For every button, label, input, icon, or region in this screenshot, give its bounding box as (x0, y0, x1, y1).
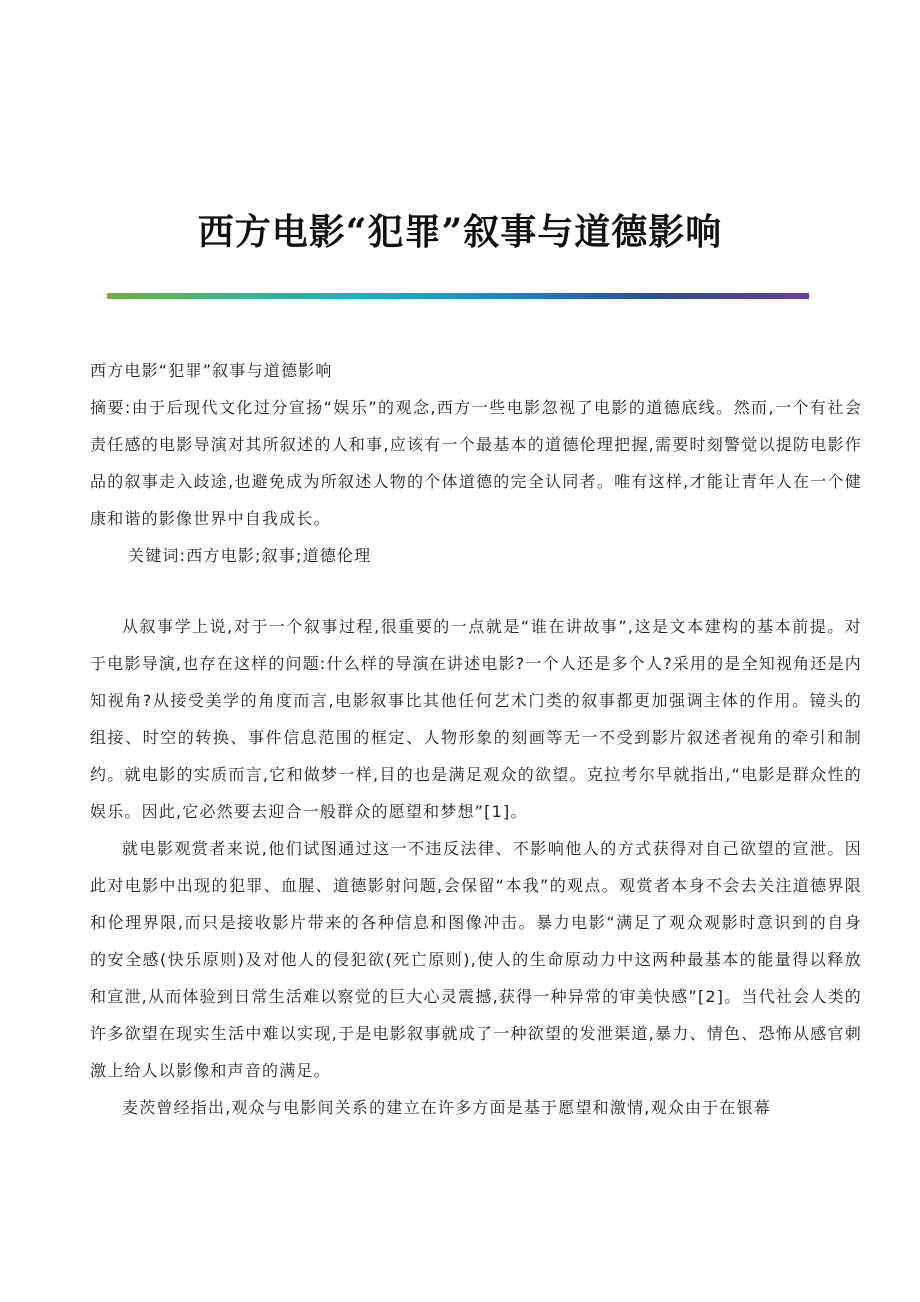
document-body (90, 352, 862, 1126)
gradient-divider (107, 293, 809, 299)
keywords-line: 关键词:西方电影;叙事;道德伦理 (128, 546, 372, 565)
abstract-paragraph: 摘要:由于后现代文化过分宣扬“娱乐”的观念,西方一些电影忽视了电影的道德底线。然而,一个有社会责任感的电影导演对其所叙述的人和事,应该有一个最基本的道德伦理把握,需要时刻警觉以提防电影作品的叙事走入歧途,也避免成为所叙述人物的个体道德的完全认同者。唯有这样,才能让青年人在一个健康和谐的影像世界中自我成长。 (90, 398, 862, 528)
document-subtitle: 西方电影“犯罪”叙事与道德影响 (90, 361, 333, 380)
section-spacer (90, 574, 862, 608)
page-title: 西方电影“犯罪”叙事与道德影响 (197, 211, 723, 254)
body-paragraph: 就电影观赏者来说,他们试图通过这一不违反法律、不影响他人的方式获得对自己欲望的宣泄。因此对电影中出现的犯罪、血腥、道德影射问题,会保留“本我”的观点。观赏者本身不会去关注道德界限和伦理界限,而只是接收影片带来的各种信息和图像冲击。暴力电影“满足了观众观影时意识到的自身的安全感(快乐原则)及对他人的侵犯欲(死亡原则),使人的生命原动力中这两种最基本的能量得以释放和宣泄,从而体验到日常生活难以察觉的巨大心灵震撼,获得一种异常的审美快感”[2]。当代社会人类的许多欲望在现实生活中难以实现,于是电影叙事就成了一种欲望的发泄渠道,暴力、情色、恐怖从感官刺激上给人以影像和声音的满足。 (90, 839, 862, 1080)
body-paragraph: 麦茨曾经指出,观众与电影间关系的建立在许多方面是基于愿望和激情,观众由于在银幕 (122, 1098, 771, 1117)
body-paragraph: 从叙事学上说,对于一个叙事过程,很重要的一点就是“谁在讲故事”,这是文本建构的基本前提。对于电影导演,也存在这样的问题:什么样的导演在讲述电影?一个人还是多个人?采用的是全知视角还是内知视角?从接受美学的角度而言,电影叙事比其他任何艺术门类的叙事都更加强调主体的作用。镜头的组接、时空的转换、事件信息范围的框定、人物形象的刻画等无一不受到影片叙述者视角的牵引和制约。就电影的实质而言,它和做梦一样,目的也是满足观众的欲望。克拉考尔早就指出,“电影是群众性的娱乐。因此,它必然要去迎合一般群众的愿望和梦想”[1]。 (90, 617, 862, 821)
